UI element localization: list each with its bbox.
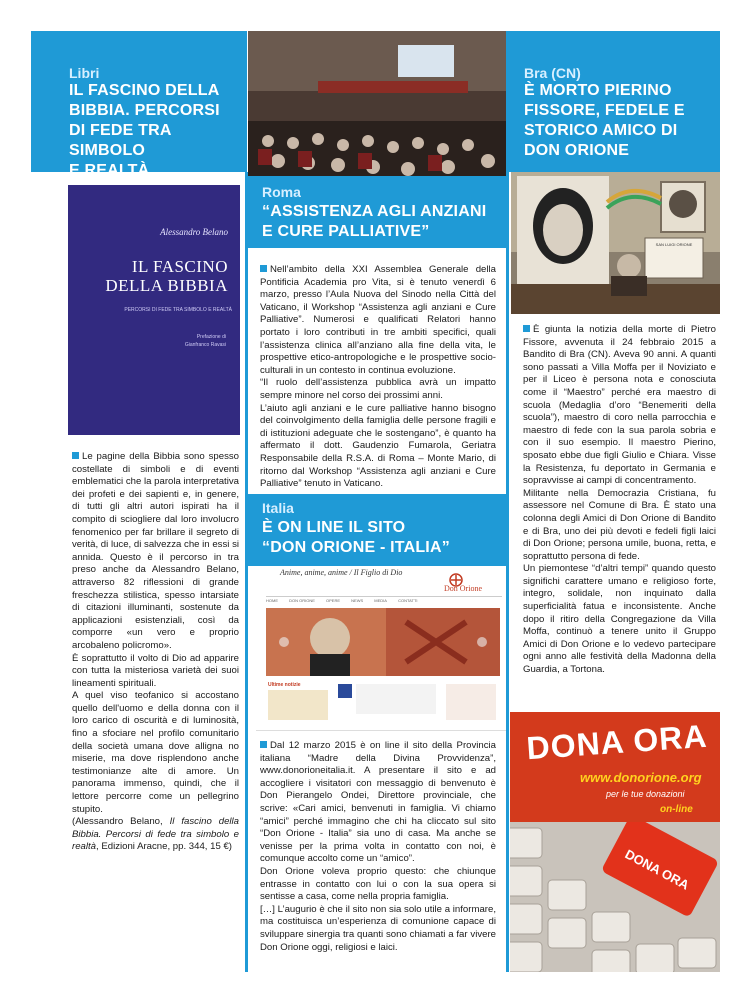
bullet-square-icon <box>72 452 79 459</box>
book-preface: Prefazione di Gianfranco Ravasi <box>184 334 226 348</box>
site-news-box <box>268 690 328 720</box>
italia-kicker: Italia <box>262 500 294 516</box>
site-signature: Anime, anime, anime / Il Figlio di Dio <box>280 568 403 577</box>
roma-header <box>248 176 506 248</box>
libri-header <box>31 31 247 179</box>
donate-ad[interactable] <box>510 712 720 972</box>
site-hero <box>266 608 500 676</box>
site-nav-item[interactable]: OPERE <box>326 598 341 603</box>
donate-online: on-line <box>660 804 693 815</box>
site-news-box <box>338 684 352 698</box>
site-news-box <box>446 684 496 720</box>
libri-title: IL FASCINO DELLA BIBBIA. PERCORSI DI FEDE TRA SIMBOLO E REALTÀ <box>69 82 220 179</box>
italia-article: Dal 12 marzo 2015 è on line il sito della Provincia italiana “Madre della Divina Provvidenza”, www.donorioneitalia.it. A presentare il sito e ad accogliere i visitatori con messaggio di benvenuto è Don Pierangelo Ondei, Direttore provinciale, che scrive: «Cari amici, benvenuti in famiglia. Vi chiamo “amici” perché immagino che chi ha cliccato sul sito “Don Orione - Italia” sia uno di casa. Ma anche se venisse per la prima volta in contatto con noi, è comunque accolto come un “amico”. Don Orione voleva proprio questo: che chiunque entrasse in contatto con lui o con la sua opera si sentisse a casa, come nella propria famiglia. […] L’augurio è che il sito non sia solo utile a informare, ma costituisca un’esperienza di comunione capace di sviluppare sinergia tra quanti sono chiamati a far vivere Don Orione oggi, religiosi e laici. <box>260 740 496 953</box>
donate-key-label[interactable]: DONA ORA <box>622 846 692 893</box>
roma-title: “ASSISTENZA AGLI ANZIANI E CURE PALLIATIVE” <box>262 203 487 240</box>
site-news-box <box>356 684 436 714</box>
roma-kicker: Roma <box>262 184 301 200</box>
book-subtitle: PERCORSI DI FEDE TRA SIMBOLO E REALTÀ <box>124 307 232 313</box>
book-title: IL FASCINO DELLA BIBBIA <box>105 257 228 295</box>
libri-article: Le pagine della Bibbia sono spesso costellate di simboli e di eventi emblematici che la parola interpretativa dei profeti e dei sapienti e, in genere, di tutti gli altri autori ispirati ha il compito di sciogliere dal loro involucro fenomenico per far brillare il segreto di verità, di luce, di salvezza che in essi si annida. Questo è il percorso in tra preso anche da Alessandro Belano, attraverso 82 riflessioni di grande freschezza stilistica, spesso intarsiate di citazioni illuminanti, sostenute da applicazioni esistenziali, così da comporre «un vero e proprio arcobaleno policromo». È soprattutto il volto di Dio ad apparire con tutta la misteriosa varietà dei suoi lineamenti spirituali. A quel viso teofanico si accostano quello dell'uomo e della donna con il loro carico di oscurità e di luminosità, fino a sfociare nel profilo comunitario della società umana dove alligna no miserie, ma dove risplendono anche testimonianze alte di amore. Un panorama immenso, quindi, che il lettore percorre come un pellegrino stupito. (Alessandro Belano, Il fascino della Bibbia. Percorsi di fede tra simbolo e realtà, Edizioni Aracne, pp. 344, 15 €) <box>72 451 240 853</box>
bra-header <box>506 31 720 172</box>
bra-title: È MORTO PIERINO FISSORE, FEDELE E STORICO AMICO DI DON ORIONE <box>524 82 685 159</box>
site-nav-item[interactable]: NEWS <box>351 598 364 603</box>
site-nav-item[interactable]: MEDIA <box>374 598 387 603</box>
libri-kicker: Libri <box>69 65 100 81</box>
memorial-plaque: SAN LUIGI ORIONE <box>655 242 693 247</box>
site-nav-item[interactable]: DON ORIONE <box>289 598 315 603</box>
site-news-title: Ultime notizie <box>268 682 301 688</box>
column-divider-right <box>506 172 509 972</box>
site-logo: Don Orione <box>434 572 498 594</box>
bra-article: È giunta la notizia della morte di Pietro Fissore, avvenuta il 24 febbraio 2015 a Bandito di Bra (CN). Aveva 90 anni. A quanti sono passati a Villa Moffa per il Noviziato e per il Liceo è persona nota e conosciuta come il “Maestro” perché era maestro di scuola (Medaglia d’oro “Benemeriti della scuola”), maestro di coro nella parrocchia e maestro di fede con la sua parola sobria e con il suo esempio. Il maestro Pierino, sposato ebbe due figli Giulio e Chiara. Visse la Resistenza, fu deportato in Germania e sopravvisse ai campi di concentramento. Militante nella Democrazia Cristiana, fu assessore nel Comune di Bra. È stato una colonna degli Amici di Don Orione di Bandito e di Bra, uno dei più devoti e fedeli figli laici di Don Orione; persona umile, buona, retta, e soprattutto persona di fede. Un piemontese “d’altri tempi” quando questo significhi carattere umano e religioso forte, integro, solidale, non inquinato dalla superficialità fatua e inconsistente. Anche dopo il ritiro della Congregazione da Villa Moffa, continuò a tenere unito il Gruppo Amici di Don Orione e lo vedevo partecipare ogni anno alle festività della Madonna della Guardia, a Tortona. <box>523 324 716 676</box>
keyboard-area <box>510 822 720 972</box>
site-nav <box>266 596 502 606</box>
donate-headline: DONA ORA <box>525 717 709 767</box>
italia-title: È ON LINE IL SITO “DON ORIONE - ITALIA” <box>262 519 450 556</box>
website-screenshot <box>256 566 506 731</box>
keyboard-icon <box>510 822 720 972</box>
column-divider-left <box>245 172 248 972</box>
site-nav-item[interactable]: CONTATTI <box>398 598 418 603</box>
site-nav-item[interactable]: HOME <box>266 598 278 603</box>
bullet-square-icon <box>260 265 267 272</box>
conference-photo <box>248 31 506 176</box>
bra-kicker: Bra (CN) <box>524 65 581 81</box>
book-cover <box>68 185 240 435</box>
bullet-square-icon <box>260 741 267 748</box>
roma-article: Nell’ambito della XXI Assemblea Generale della Pontificia Academia pro Vita, si è tenuto venerdì 6 marzo, presso l’Aula Nuova del Sinodo nella Città del Vaticano, il Workshop “Assistenza agli anziani e Cure Palliative”. Numerosi e qualificati Relatori hanno portato i loro contributi in tre ambiti specifici, quali l’assistenza clinica all’anziano alla fine della vita, le prospettive etico-antropologiche e le prospettive socio-culturali in un contesto in continua evoluzione. “Il ruolo dell’assistenza pubblica avrà un impatto sempre minore nel corso dei prossimi anni. L’aiuto agli anziani e le cure palliative hanno bisogno del coinvolgimento della famiglia delle persone fragili e di istituzioni adeguate che le sostengano”, è quanto ha affermato il dott. Gaudenzio Fumarola, Geriatra Responsabile della R.S.A. di Roma – Monte Mario, di ritorno dal Workshop “Assistenza agli anziani e Cure Palliative” tenuto in Vaticano. <box>260 264 496 490</box>
book-author: Alessandro Belano <box>160 227 228 237</box>
donate-url[interactable]: www.donorione.org <box>580 770 702 785</box>
donate-tagline: per le tue donazioni <box>606 789 685 799</box>
bullet-square-icon <box>523 325 530 332</box>
memorial-photo <box>511 172 720 314</box>
italia-header <box>248 494 506 566</box>
